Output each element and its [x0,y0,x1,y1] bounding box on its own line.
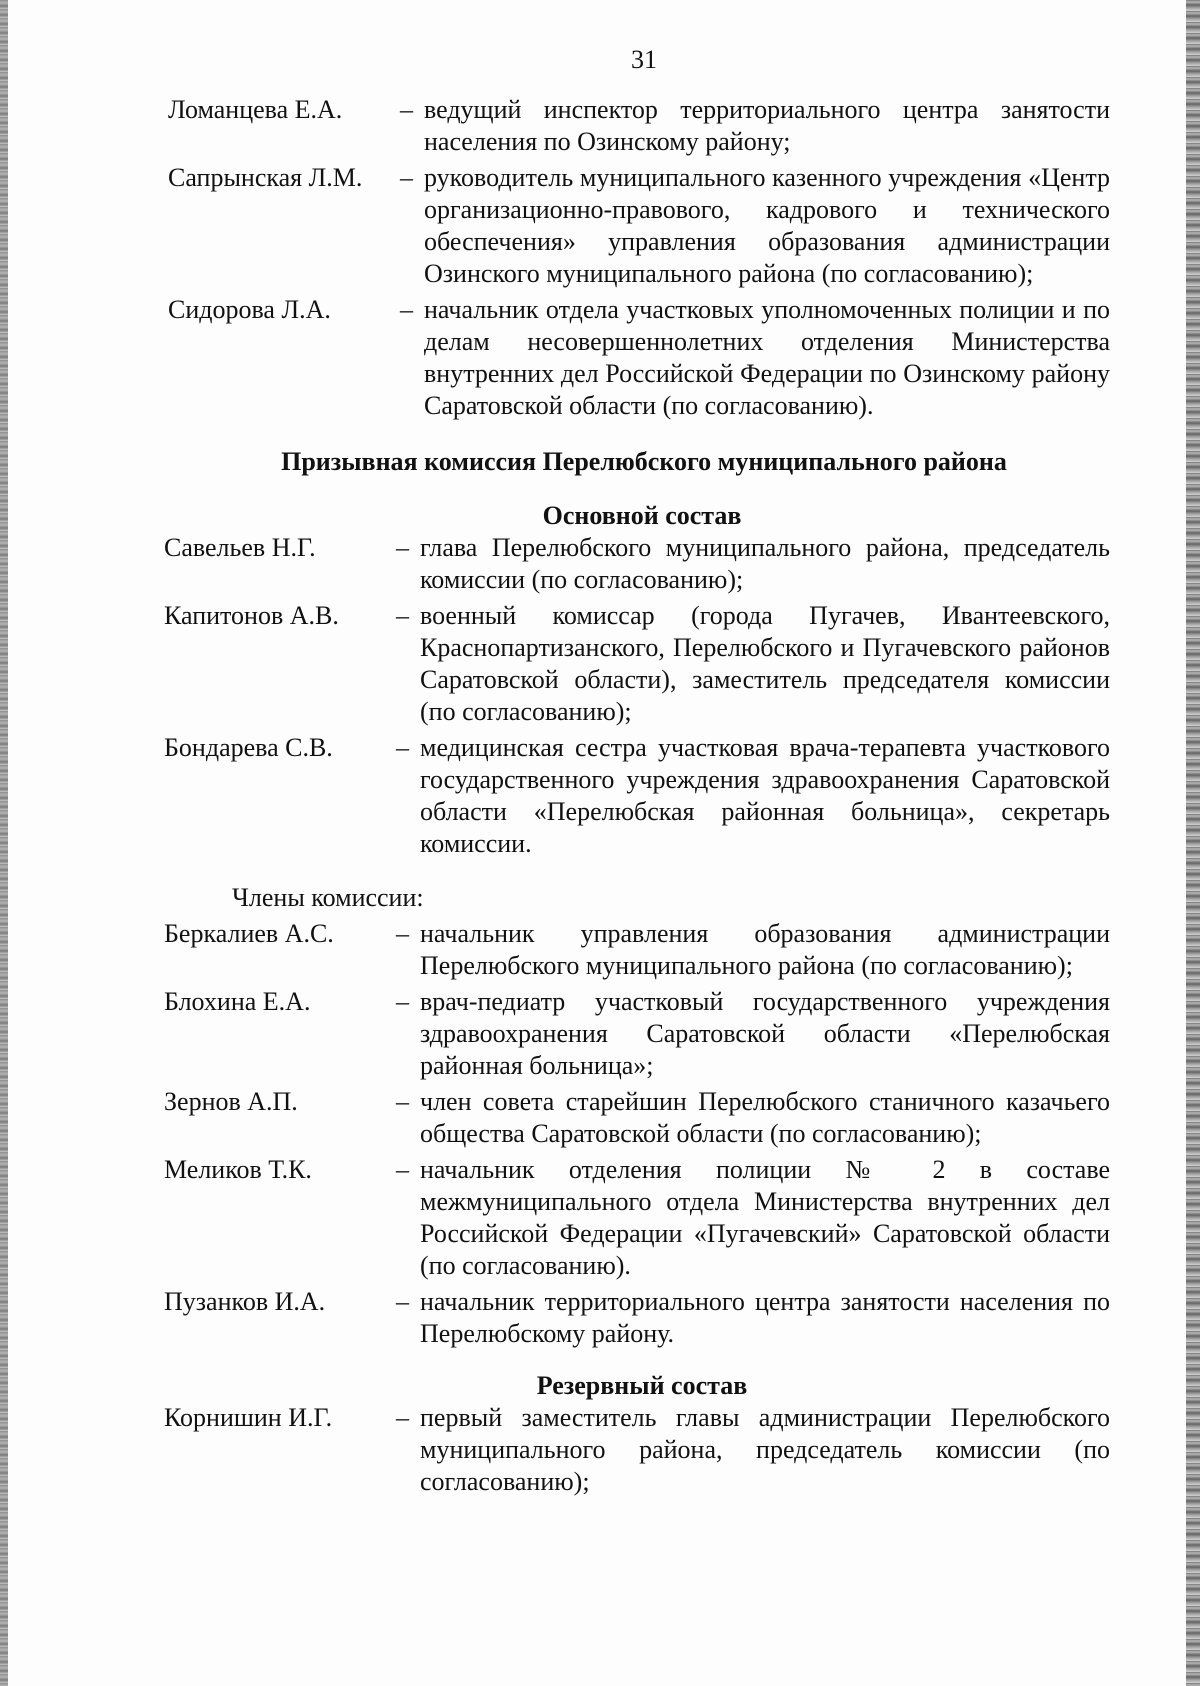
dash: – [396,533,409,562]
page-content [164,44,1110,1502]
member-position: начальник отдела участковых уполномоченных полиции и по делам несовершеннолетних отделения Министерства внутренних дел Российской Федерации по Озинскому району Саратовской области (по согласованию). [424,295,1110,420]
list-item [164,1286,1110,1350]
commission-body [164,500,1110,1498]
member-name: Сидорова Л.А. [168,295,331,324]
member-name: Сапрынская Л.М. [168,163,363,192]
member-name: Бондарева С.В. [164,733,333,762]
dash: – [396,733,409,762]
list-item [164,732,1110,860]
member-position: начальник управления образования администрации Перелюбского муниципального района (по согласованию); [420,919,1110,980]
member-name: Корнишин И.Г. [164,1403,333,1432]
scan-edge-right [1186,0,1200,1686]
member-name: Савельев Н.Г. [164,533,316,562]
member-name: Пузанков И.А. [164,1287,326,1316]
member-position: глава Перелюбского муниципального района, председатель комиссии (по согласованию); [420,533,1110,594]
member-position: ведущий инспектор территориального центра занятости населения по Озинскому району; [424,95,1110,156]
list-item [164,1086,1110,1150]
dash: – [396,919,409,948]
member-name: Блохина Е.А. [164,987,311,1016]
dash: – [400,295,413,324]
dash: – [396,987,409,1016]
member-position: руководитель муниципального казенного учреждения «Центр организационно-правового, кадрового и технического обеспечения» управления образования администрации Озинского муниципального района (по согласованию); [424,163,1110,288]
member-position: медицинская сестра участковая врача-терапевта участкового государственного учреждения здравоохранения Саратовской области «Перелюбская районная больница», секретарь комиссии. [420,733,1110,858]
list-item [164,918,1110,982]
dash: – [396,1155,409,1184]
section-title-reserve: Резервный состав [536,1371,748,1400]
list-item [168,294,1110,422]
member-position: член совета старейшин Перелюбского станичного казачьего общества Саратовской области (по согласованию); [420,1087,1110,1148]
member-position: первый заместитель главы администрации Перелюбского муниципального района, председатель комиссии (по согласованию); [420,1403,1110,1496]
scan-edge-left [0,0,8,1686]
member-name: Зернов А.П. [164,1087,298,1116]
list-item [164,986,1110,1082]
dash: – [396,1287,409,1316]
dash: – [400,95,413,124]
list-item [164,1402,1110,1498]
dash: – [396,1087,409,1116]
list-item [164,600,1110,728]
section-title-main: Основной состав [542,501,742,530]
dash: – [400,163,413,192]
page-number: 31 [631,45,657,74]
commission-title: Призывная комиссия Перелюбского муниципального района [281,447,1007,476]
list-item [164,1154,1110,1282]
dash: – [396,1403,409,1432]
list-item [168,162,1110,290]
member-name: Ломанцева Е.А. [168,95,343,124]
list-item [168,94,1110,158]
member-position: начальник территориального центра занятости населения по Перелюбскому району. [420,1287,1110,1348]
member-name: Беркалиев А.С. [164,919,334,948]
list-item [164,532,1110,596]
member-position: врач-педиатр участковый государственного учреждения здравоохранения Саратовской области «Перелюбская районная больница»; [420,987,1110,1080]
member-position: военный комиссар (города Пугачев, Ивантеевского, Краснопартизанского, Перелюбского и Пугачевского районов Саратовской области), заместитель председателя комиссии (по согласованию); [420,601,1110,726]
member-position: начальник отделения полиции № 2 в составе межмуниципального отдела Министерства внутренних дел Российской Федерации «Пугачевский» Саратовской области (по согласованию). [420,1155,1110,1280]
dash: – [396,601,409,630]
member-name: Капитонов А.В. [164,601,339,630]
members-label: Члены комиссии: [232,883,424,912]
member-name: Меликов Т.К. [164,1155,312,1184]
